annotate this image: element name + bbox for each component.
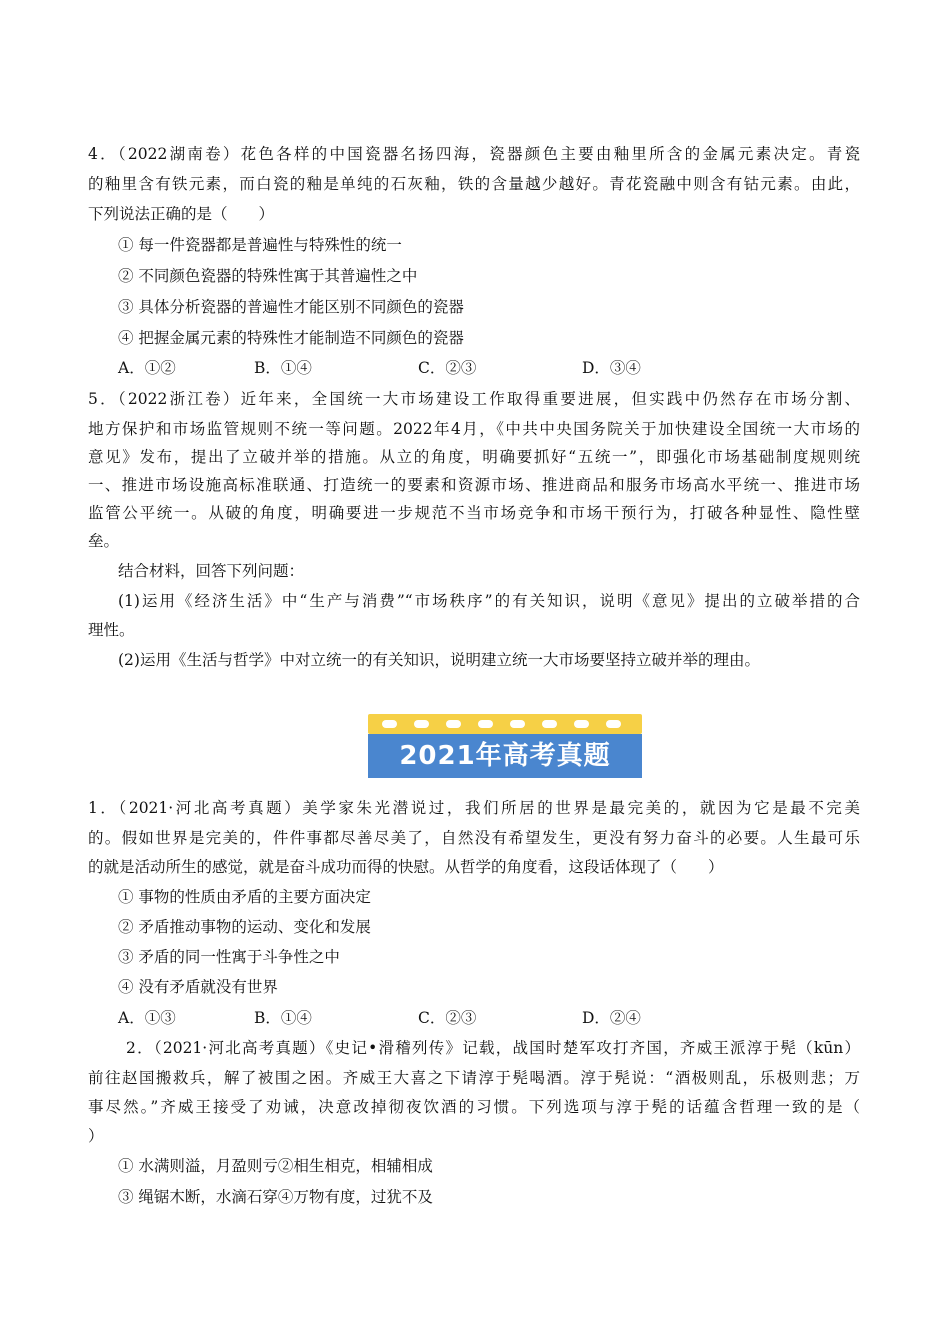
q1-2021-option-a: A．①③ xyxy=(118,1009,176,1027)
q5-stem-line-2: 地方保护和市场监管规则不统一等问题。2022年4月，《中共中央国务院关于加快建设全国统一大市场的 xyxy=(88,420,860,438)
q1-2021-statement-4: ④ 没有矛盾就没有世界 xyxy=(118,978,278,996)
q5-stem-line-1: 5．（2022浙江卷）近年来，全国统一大市场建设工作取得重要进展，但实践中仍然存在市场分割、 xyxy=(88,390,860,408)
q5-stem-line-6: 垒。 xyxy=(88,532,120,550)
q5-sub2: (2)运用《生活与哲学》中对立统一的有关知识，说明建立统一大市场要坚持立破并举的理由。 xyxy=(118,651,760,669)
q2-2021-statement-1: ① 水满则溢，月盈则亏②相生相克，相辅相成 xyxy=(118,1157,433,1175)
q2-2021-stem-line-2: 前往赵国搬救兵，解了被围之困。齐威王大喜之下请淳于髡喝酒。淳于髡说：“酒极则乱，乐极则悲；万 xyxy=(88,1069,860,1087)
q5-stem-line-3: 意见》发布，提出了立破并举的措施。从立的角度，明确要抓好“五统一”，即强化市场基础制度规则统 xyxy=(88,448,860,466)
banner-dot xyxy=(542,720,557,728)
q2-2021-stem-line-4: ） xyxy=(88,1127,104,1145)
q4-option-a: A．①② xyxy=(118,359,176,377)
q4-option-b: B．①④ xyxy=(254,359,312,377)
q5-sub1-line-1: (1)运用《经济生活》中“生产与消费”“市场秩序”的有关知识，说明《意见》提出的立破举措的合 xyxy=(118,592,860,610)
section-title: 2021年高考真题 xyxy=(399,741,611,771)
section-banner xyxy=(368,714,642,778)
banner-dot xyxy=(414,720,429,728)
q4-option-c: C．②③ xyxy=(418,359,477,377)
banner-dot xyxy=(382,720,397,728)
banner-dot xyxy=(478,720,493,728)
q4-statement-4: ④ 把握金属元素的特殊性才能制造不同颜色的瓷器 xyxy=(118,329,464,347)
q1-2021-option-d: D．②④ xyxy=(582,1009,641,1027)
q1-2021-stem-line-3: 的就是活动所生的感觉，就是奋斗成功而得的快慰。从哲学的角度看，这段话体现了（ ） xyxy=(88,858,724,876)
q1-2021-option-b: B．①④ xyxy=(254,1009,312,1027)
q5-stem-line-5: 监管公平统一。从破的角度，明确要进一步规范不当市场竞争和市场干预行为，打破各种显性、隐性壁 xyxy=(88,504,860,522)
q4-stem-line-2: 的釉里含有铁元素，而白瓷的釉是单纯的石灰釉，铁的含量越少越好。青花瓷融中则含有钴元素。由此， xyxy=(88,175,860,193)
q2-2021-stem-line-3: 事尽然。”齐威王接受了劝诫，决意改掉彻夜饮酒的习惯。下列选项与淳于髡的话蕴含哲理一致的是（ xyxy=(88,1098,860,1116)
q1-2021-option-c: C．②③ xyxy=(418,1009,477,1027)
q1-2021-statement-2: ② 矛盾推动事物的运动、变化和发展 xyxy=(118,918,371,936)
q4-statement-1: ① 每一件瓷器都是普遍性与特殊性的统一 xyxy=(118,236,402,254)
q1-2021-statement-1: ① 事物的性质由矛盾的主要方面决定 xyxy=(118,888,371,906)
banner-dot xyxy=(574,720,589,728)
q4-statement-2: ② 不同颜色瓷器的特殊性寓于其普遍性之中 xyxy=(118,267,418,285)
q4-stem-line-1: 4．（2022湖南卷）花色各样的中国瓷器名扬四海，瓷器颜色主要由釉里所含的金属元素决定。青瓷 xyxy=(88,145,860,163)
q2-2021-statement-2: ③ 绳锯木断，水滴石穿④万物有度，过犹不及 xyxy=(118,1188,433,1206)
q4-statement-3: ③ 具体分析瓷器的普遍性才能区别不同颜色的瓷器 xyxy=(118,298,464,316)
q4-option-d: D．③④ xyxy=(582,359,641,377)
q4-stem-line-3: 下列说法正确的是（ ） xyxy=(88,205,275,223)
banner-dot xyxy=(510,720,525,728)
q2-2021-stem-line-1: 2．（2021·河北高考真题）《史记•滑稽列传》记载，战国时楚军攻打齐国，齐威王派淳于髡（kūn） xyxy=(126,1039,860,1057)
q1-2021-stem-line-1: 1．（2021·河北高考真题）美学家朱光潜说过，我们所居的世界是最完美的，就因为它是最不完美 xyxy=(88,799,860,817)
q5-stem-line-4: 一、推进市场设施高标准联通、打造统一的要素和资源市场、推进商品和服务市场高水平统一、推进市场 xyxy=(88,476,860,494)
q1-2021-stem-line-2: 的。假如世界是完美的，件件事都尽善尽美了，自然没有希望发生，更没有努力奋斗的必要。人生最可乐 xyxy=(88,829,860,847)
banner-dotted-strip xyxy=(368,714,642,734)
banner-dot xyxy=(446,720,461,728)
q5-sub1-line-2: 理性。 xyxy=(88,621,135,639)
banner-dot xyxy=(606,720,621,728)
q1-2021-statement-3: ③ 矛盾的同一性寓于斗争性之中 xyxy=(118,948,340,966)
q5-prompt: 结合材料，回答下列问题： xyxy=(118,562,305,580)
